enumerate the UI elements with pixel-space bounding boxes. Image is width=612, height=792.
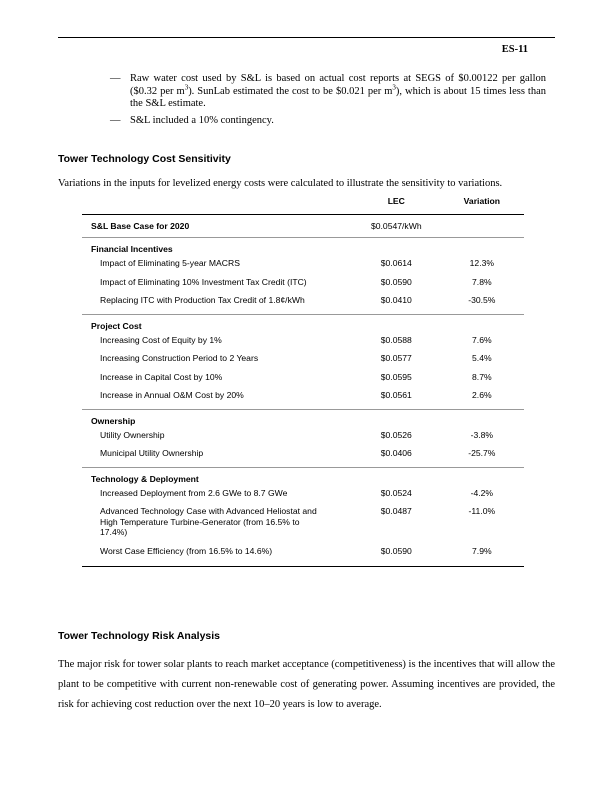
group-row — [82, 409, 524, 430]
group-row — [82, 314, 524, 335]
bullet-list — [110, 73, 546, 131]
row-variation: 7.8% — [472, 276, 492, 287]
row-variation: -30.5% — [440, 295, 524, 314]
group-row — [82, 238, 524, 259]
bullet-dash: — — [110, 114, 121, 126]
row-lec: $0.0487 — [380, 506, 412, 516]
bullet-text: ). SunLab estimated the cost to be $0.021 per m — [188, 85, 393, 97]
bullet-item — [110, 115, 546, 128]
row-lec: $0.0595 — [380, 371, 412, 382]
table-row — [82, 390, 524, 409]
table-row — [82, 372, 524, 391]
table-row — [82, 277, 524, 296]
bullet-item — [110, 73, 546, 111]
row-label: Increased Deployment from 2.6 GWe to 8.7 GWe — [100, 487, 288, 498]
row-lec: $0.0577 — [380, 353, 412, 363]
row-variation: 5.4% — [472, 353, 492, 363]
row-label: Increasing Construction Period to 2 Years — [100, 353, 259, 363]
row-label: Increasing Cost of Equity by 1% — [100, 334, 222, 345]
page-number: ES-11 — [501, 44, 528, 55]
group-title: Financial Incentives — [91, 244, 173, 254]
row-label: Increase in Capital Cost by 10% — [100, 371, 223, 382]
row-label: Utility Ownership — [100, 429, 165, 440]
row-lec: $0.0590 — [353, 546, 440, 567]
row-label: Replacing ITC with Production Tax Credit of 1.8¢/kWh — [82, 295, 353, 314]
section-intro: Variations in the inputs for levelized energy costs were calculated to illustrate the sensitivity to variations. — [58, 178, 503, 189]
row-variation: -25.7% — [440, 448, 524, 467]
base-variation — [440, 215, 524, 238]
row-label: Municipal Utility Ownership — [82, 448, 353, 467]
bullet-text: ), which is about 15 times less than the S&L estimate. — [130, 85, 547, 109]
table-row-base-case — [82, 215, 524, 238]
table-row — [82, 295, 524, 314]
table-row — [82, 506, 524, 546]
row-lec: $0.0561 — [353, 390, 440, 409]
base-lec: $0.0547/kWh — [353, 215, 440, 238]
row-variation: -3.8% — [470, 429, 494, 440]
row-variation: 7.6% — [472, 334, 492, 345]
row-lec: $0.0410 — [353, 295, 440, 314]
section-title-cost-sensitivity: Tower Technology Cost Sensitivity — [58, 153, 231, 165]
group-title: Ownership — [91, 415, 136, 426]
row-variation: -4.2% — [470, 487, 494, 498]
group-title: Technology & Deployment — [91, 473, 199, 484]
row-variation: 2.6% — [440, 390, 524, 409]
row-label: Increase in Annual O&M Cost by 20% — [82, 390, 353, 409]
group-title: Project Cost — [91, 320, 142, 331]
bullet-text: S&L included a 10% contingency. — [130, 114, 274, 126]
table-row — [82, 258, 524, 277]
row-variation: 8.7% — [472, 371, 492, 382]
row-lec: $0.0406 — [353, 448, 440, 467]
row-label: Impact of Eliminating 5-year MACRS — [100, 258, 240, 268]
row-lec: $0.0590 — [380, 276, 412, 287]
table-row — [82, 430, 524, 449]
section-title-risk-analysis: Tower Technology Risk Analysis — [58, 630, 221, 642]
row-variation: -11.0% — [468, 506, 496, 516]
bullet-text: Raw water cost used by S&L is based on actual cost reports at SEGS of $0.00122 per gallon ($0.32 per m — [130, 73, 546, 97]
table-header-row — [82, 196, 524, 215]
row-label: Worst Case Efficiency (from 16.5% to 14.6%) — [82, 546, 353, 567]
table-row — [82, 546, 524, 567]
row-variation: 12.3% — [469, 258, 495, 268]
table-row — [82, 335, 524, 354]
cost-sensitivity-table — [82, 196, 524, 567]
col-header-variation: Variation — [440, 196, 524, 215]
row-lec: $0.0614 — [380, 258, 412, 268]
risk-paragraph: The major risk for tower solar plants to reach market acceptance (competitiveness) is the incentives that will allow the plant to be competitive with current non-renewable cost of generating power. Assuming incentives are provided, the risk for achieving cost reduction over the next 10–20 years is low to average. — [58, 659, 555, 710]
col-header-lec: LEC — [353, 196, 440, 215]
superscript: 3 — [184, 83, 189, 91]
row-variation: 7.9% — [440, 546, 524, 567]
table-row — [82, 488, 524, 507]
bullet-dash: — — [110, 73, 121, 84]
row-lec: $0.0526 — [380, 429, 412, 440]
group-row — [82, 467, 524, 488]
table-row — [82, 353, 524, 372]
col-header-item — [82, 196, 353, 215]
table-row — [82, 448, 524, 467]
base-label: S&L Base Case for 2020 — [82, 215, 353, 238]
row-label: Advanced Technology Case with Advanced Heliostat and High Temperature Turbine-Generator (from 16.5% to 17.4%) — [100, 506, 317, 537]
row-lec: $0.0588 — [380, 334, 412, 345]
row-lec: $0.0524 — [380, 487, 412, 498]
superscript: 3 — [392, 83, 396, 91]
header-rule — [58, 37, 555, 38]
row-label: Impact of Eliminating 10% Investment Tax Credit (ITC) — [100, 276, 307, 287]
